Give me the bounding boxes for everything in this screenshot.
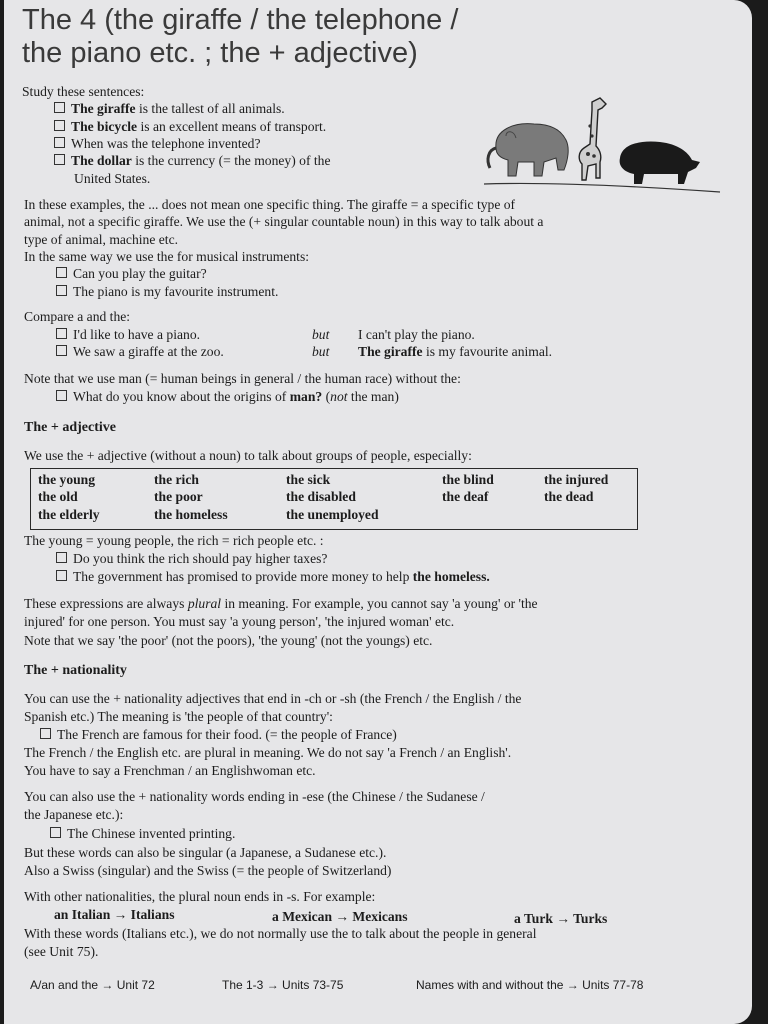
compare-heading: Compare a and the: <box>24 309 131 324</box>
table-cell: the blind <box>442 472 494 487</box>
table-cell: the rich <box>154 472 199 487</box>
nationality-example-2: The Chinese invented printing. <box>50 826 235 842</box>
page-title <box>22 4 458 70</box>
table-cell: the young <box>38 472 96 487</box>
nationality-pair-3: a Turk → Turks <box>514 911 608 926</box>
study-item-4-cont: United States. <box>74 171 151 186</box>
table-cell: the injured <box>544 472 609 487</box>
table-cell: the homeless <box>154 507 228 522</box>
rhinoceros-icon <box>620 142 700 184</box>
nationality-line-7: But these words can also be singular (a Japanese, a Sudanese etc.). <box>24 845 387 860</box>
study-item-4: The dollar is the currency (= the money) of the <box>54 153 330 169</box>
table-cell: the poor <box>154 489 203 504</box>
bullet-icon <box>56 390 67 401</box>
explain-line-3: type of animal, machine etc. <box>24 232 178 247</box>
section-heading-nationality: The + nationality <box>24 663 127 678</box>
bullet-icon <box>54 154 65 165</box>
table-cell: the sick <box>286 472 331 487</box>
footer-ref-1[interactable]: A/an and the → Unit 72 <box>30 978 155 992</box>
elephant-icon <box>488 124 568 176</box>
nationality-line-10: With these words (Italians etc.), we do not normally use the to talk about the people in general <box>24 926 537 941</box>
table-cell: the old <box>38 489 78 504</box>
poor-note: Note that we say 'the poor' (not the poors), 'the young' (not the youngs) etc. <box>24 633 433 648</box>
nationality-line-5: You can also use the + nationality words ending in -ese (the Chinese / the Sudanese / <box>24 789 485 804</box>
nationality-line-1: You can use the + nationality adjectives that end in -ch or -sh (the French / the English / the <box>24 691 522 706</box>
bullet-icon <box>56 328 67 339</box>
explain-line-1: In these examples, the ... does not mean one specific thing. The giraffe = a specific type of <box>24 197 516 212</box>
adjective-example-2: The government has promised to provide more money to help the homeless. <box>56 569 490 585</box>
explain-example-1: Can you play the guitar? <box>56 266 207 282</box>
study-item-1: The giraffe is the tallest of all animals. <box>54 101 285 117</box>
table-cell: the deaf <box>442 489 489 504</box>
animals-illustration <box>484 86 724 198</box>
nationality-line-3: The French / the English etc. are plural in meaning. We do not say 'a French / an English'. <box>24 745 512 760</box>
explain-example-2: The piano is my favourite instrument. <box>56 284 278 300</box>
man-example: What do you know about the origins of man? (not the man) <box>56 389 399 405</box>
bullet-icon <box>40 728 51 739</box>
footer-ref-2[interactable]: The 1-3 → Units 73-75 <box>222 978 344 992</box>
nationality-line-8: Also a Swiss (singular) and the Swiss (= the people of Switzerland) <box>24 863 392 878</box>
bullet-icon <box>54 102 65 113</box>
adjective-intro: We use the + adjective (without a noun) to talk about groups of people, especially: <box>24 448 472 463</box>
compare-row-2-a: We saw a giraffe at the zoo. <box>56 344 224 360</box>
bullet-icon <box>56 552 67 563</box>
ground-line <box>484 183 720 192</box>
explain-line-2: animal, not a specific giraffe. We use the (+ singular countable noun) in this way to talk about a <box>24 214 544 229</box>
nationality-line-9: With other nationalities, the plural noun ends in -s. For example: <box>24 889 376 904</box>
giraffe-icon <box>579 98 606 180</box>
study-heading: Study these sentences: <box>22 84 145 99</box>
nationality-example-1: The French are famous for their food. (= the people of France) <box>40 727 397 743</box>
table-cell: the disabled <box>286 489 356 504</box>
adjective-example-1: Do you think the rich should pay higher taxes? <box>56 551 327 567</box>
compare-row-2-but: but <box>312 344 330 359</box>
title-line-1: The 4 (the giraffe / the telephone / <box>22 4 459 36</box>
bullet-icon <box>54 137 65 148</box>
man-note: Note that we use man (= human beings in general / the human race) without the: <box>24 371 461 386</box>
study-item-2: The bicycle is an excellent means of transport. <box>54 119 326 135</box>
study-item-3: When was the telephone invented? <box>54 136 260 152</box>
table-cell: the unemployed <box>286 507 379 522</box>
bullet-icon <box>56 285 67 296</box>
nationality-pair-2: a Mexican → Mexicans <box>272 909 408 924</box>
bullet-icon <box>54 120 65 131</box>
explain-line-4: In the same way we use the for musical instruments: <box>24 249 310 264</box>
bullet-icon <box>50 827 61 838</box>
nationality-line-6: the Japanese etc.): <box>24 807 124 822</box>
nationality-pair-1: an Italian → Italians <box>54 907 175 922</box>
bullet-icon <box>56 267 67 278</box>
table-cell: the elderly <box>38 507 100 522</box>
bullet-icon <box>56 570 67 581</box>
plural-note-2: injured' for one person. You must say 'a young person', 'the injured woman' etc. <box>24 614 455 629</box>
title-line-2: the piano etc. ; the + adjective) <box>22 37 418 69</box>
footer-ref-3[interactable]: Names with and without the → Units 77-78 <box>416 978 644 992</box>
compare-row-1-but: but <box>312 327 330 342</box>
compare-row-1-a: I'd like to have a piano. <box>56 327 200 343</box>
table-cell: the dead <box>544 489 594 504</box>
section-heading-adjective: The + adjective <box>24 420 116 435</box>
compare-row-1-b: I can't play the piano. <box>358 327 475 342</box>
nationality-line-4: You have to say a Frenchman / an Englishwoman etc. <box>24 763 316 778</box>
nationality-line-2: Spanish etc.) The meaning is 'the people of that country': <box>24 709 333 724</box>
adjective-definition: The young = young people, the rich = rich people etc. : <box>24 533 324 548</box>
bullet-icon <box>56 345 67 356</box>
nationality-line-11: (see Unit 75). <box>24 944 99 959</box>
compare-row-2-b: The giraffe is my favourite animal. <box>358 344 553 359</box>
plural-note-1: These expressions are always plural in meaning. For example, you cannot say 'a young' or 'the <box>24 596 538 611</box>
page <box>4 0 752 1024</box>
